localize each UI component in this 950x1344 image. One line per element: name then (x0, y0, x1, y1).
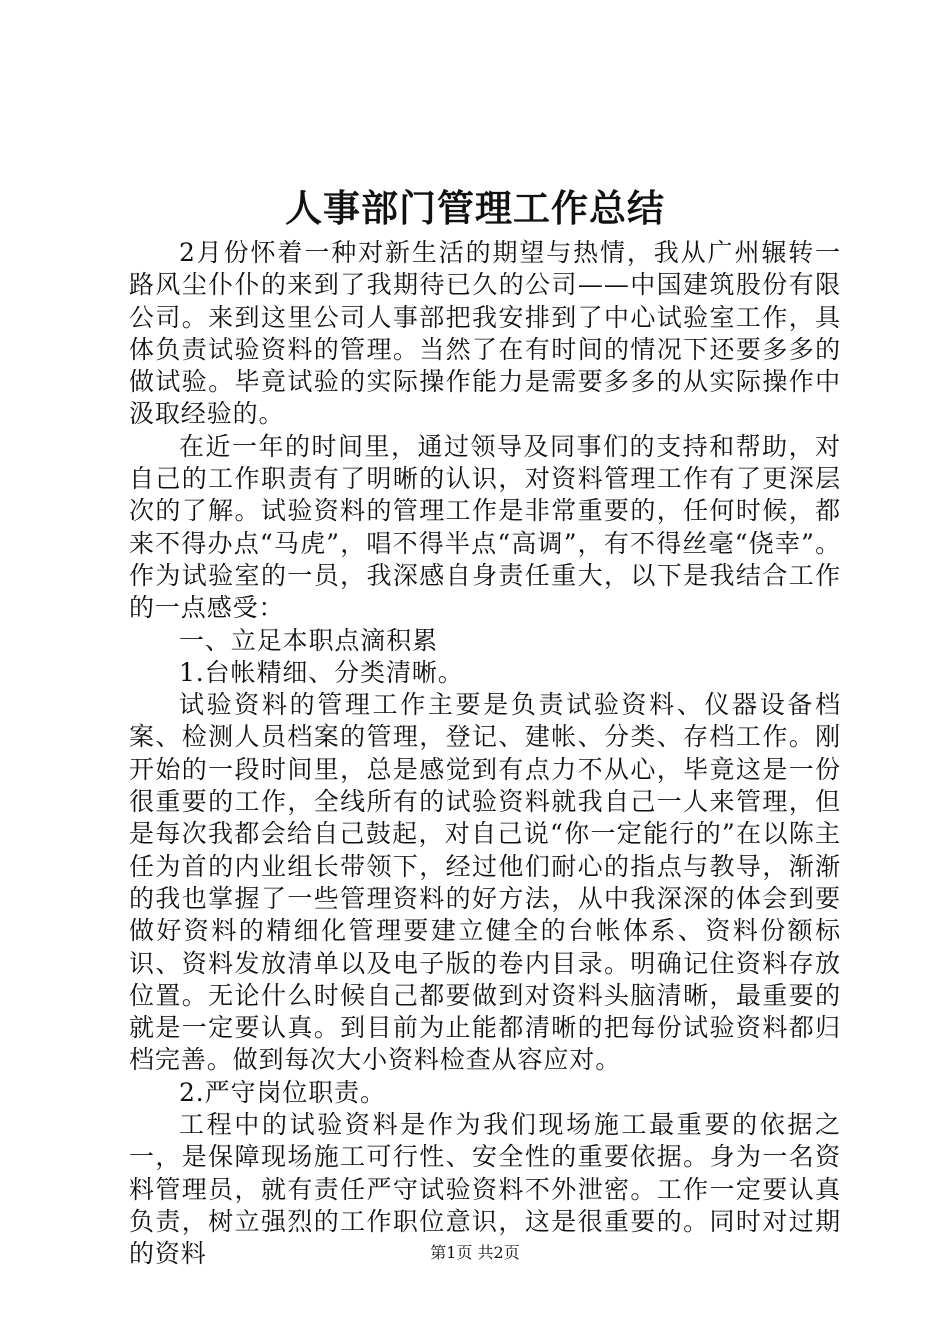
page-footer: 第1页 共2页 (430, 1243, 520, 1262)
document-body (129, 237, 841, 1271)
subsection-heading-1: 1.台帐精细、分类清晰。 (179, 657, 464, 687)
document-title: 人事部门管理工作总结 (285, 186, 665, 230)
paragraph-ledger: 试验资料的管理工作主要是负责试验资料、仪器设备档案、检测人员档案的管理，登记、建帐、分类、存档工作。刚开始的一段时间里，总是感觉到有点力不从心，毕竟这是一份很重要的工作，全线所有的试验资料就我自己一人来管理，但是每次我都会给自己鼓起，对自己说“你一定能行的”在以陈主任为首的内业组长带领下，经过他们耐心的指点与教导，渐渐的我也掌握了一些管理资料的好方法，从中我深深的体会到要做好资料的精细化管理要建立健全的台帐体系、资料份额标识、资料发放清单以及电子版的卷内目录。明确记住资料存放位置。无论什么时候自己都要做到对资料头脑清晰，最重要的就是一定要认真。到目前为止能都清晰的把每份试验资料都归档完善。做到每次大小资料检查从容应对。 (129, 690, 841, 1075)
paragraph-understanding: 在近一年的时间里，通过领导及同事们的支持和帮助，对自己的工作职责有了明晰的认识，对资料管理工作有了更深层次的了解。试验资料的管理工作是非常重要的，任何时候，都来不得办点“马虎”，唱不得半点“高调”，有不得丝毫“侥幸”。作为试验室的一员，我深感自身责任重大，以下是我结合工作的一点感受： (129, 431, 841, 623)
section-heading-1: 一、立足本职点滴积累 (179, 625, 439, 655)
paragraph-intro: 2月份怀着一种对新生活的期望与热情，我从广州辗转一路风尘仆仆的来到了我期待已久的公司——中国建筑股份有限公司。来到这里公司人事部把我安排到了中心试验室工作，具体负责试验资料的管理。当然了在有时间的情况下还要多多的做试验。毕竟试验的实际操作能力是需要多多的从实际操作中汲取经验的。 (129, 238, 841, 429)
paragraph-duty: 工程中的试验资料是作为我们现场施工最重要的依据之一，是保障现场施工可行性、安全性的重要依据。身为一名资料管理员，就有责任严守试验资料不外泄密。工作一定要认真负责，树立强烈的工作职位意识，这是很重要的。同时对过期的资料 (129, 1110, 841, 1269)
subsection-heading-2: 2.严守岗位职责。 (179, 1077, 386, 1107)
